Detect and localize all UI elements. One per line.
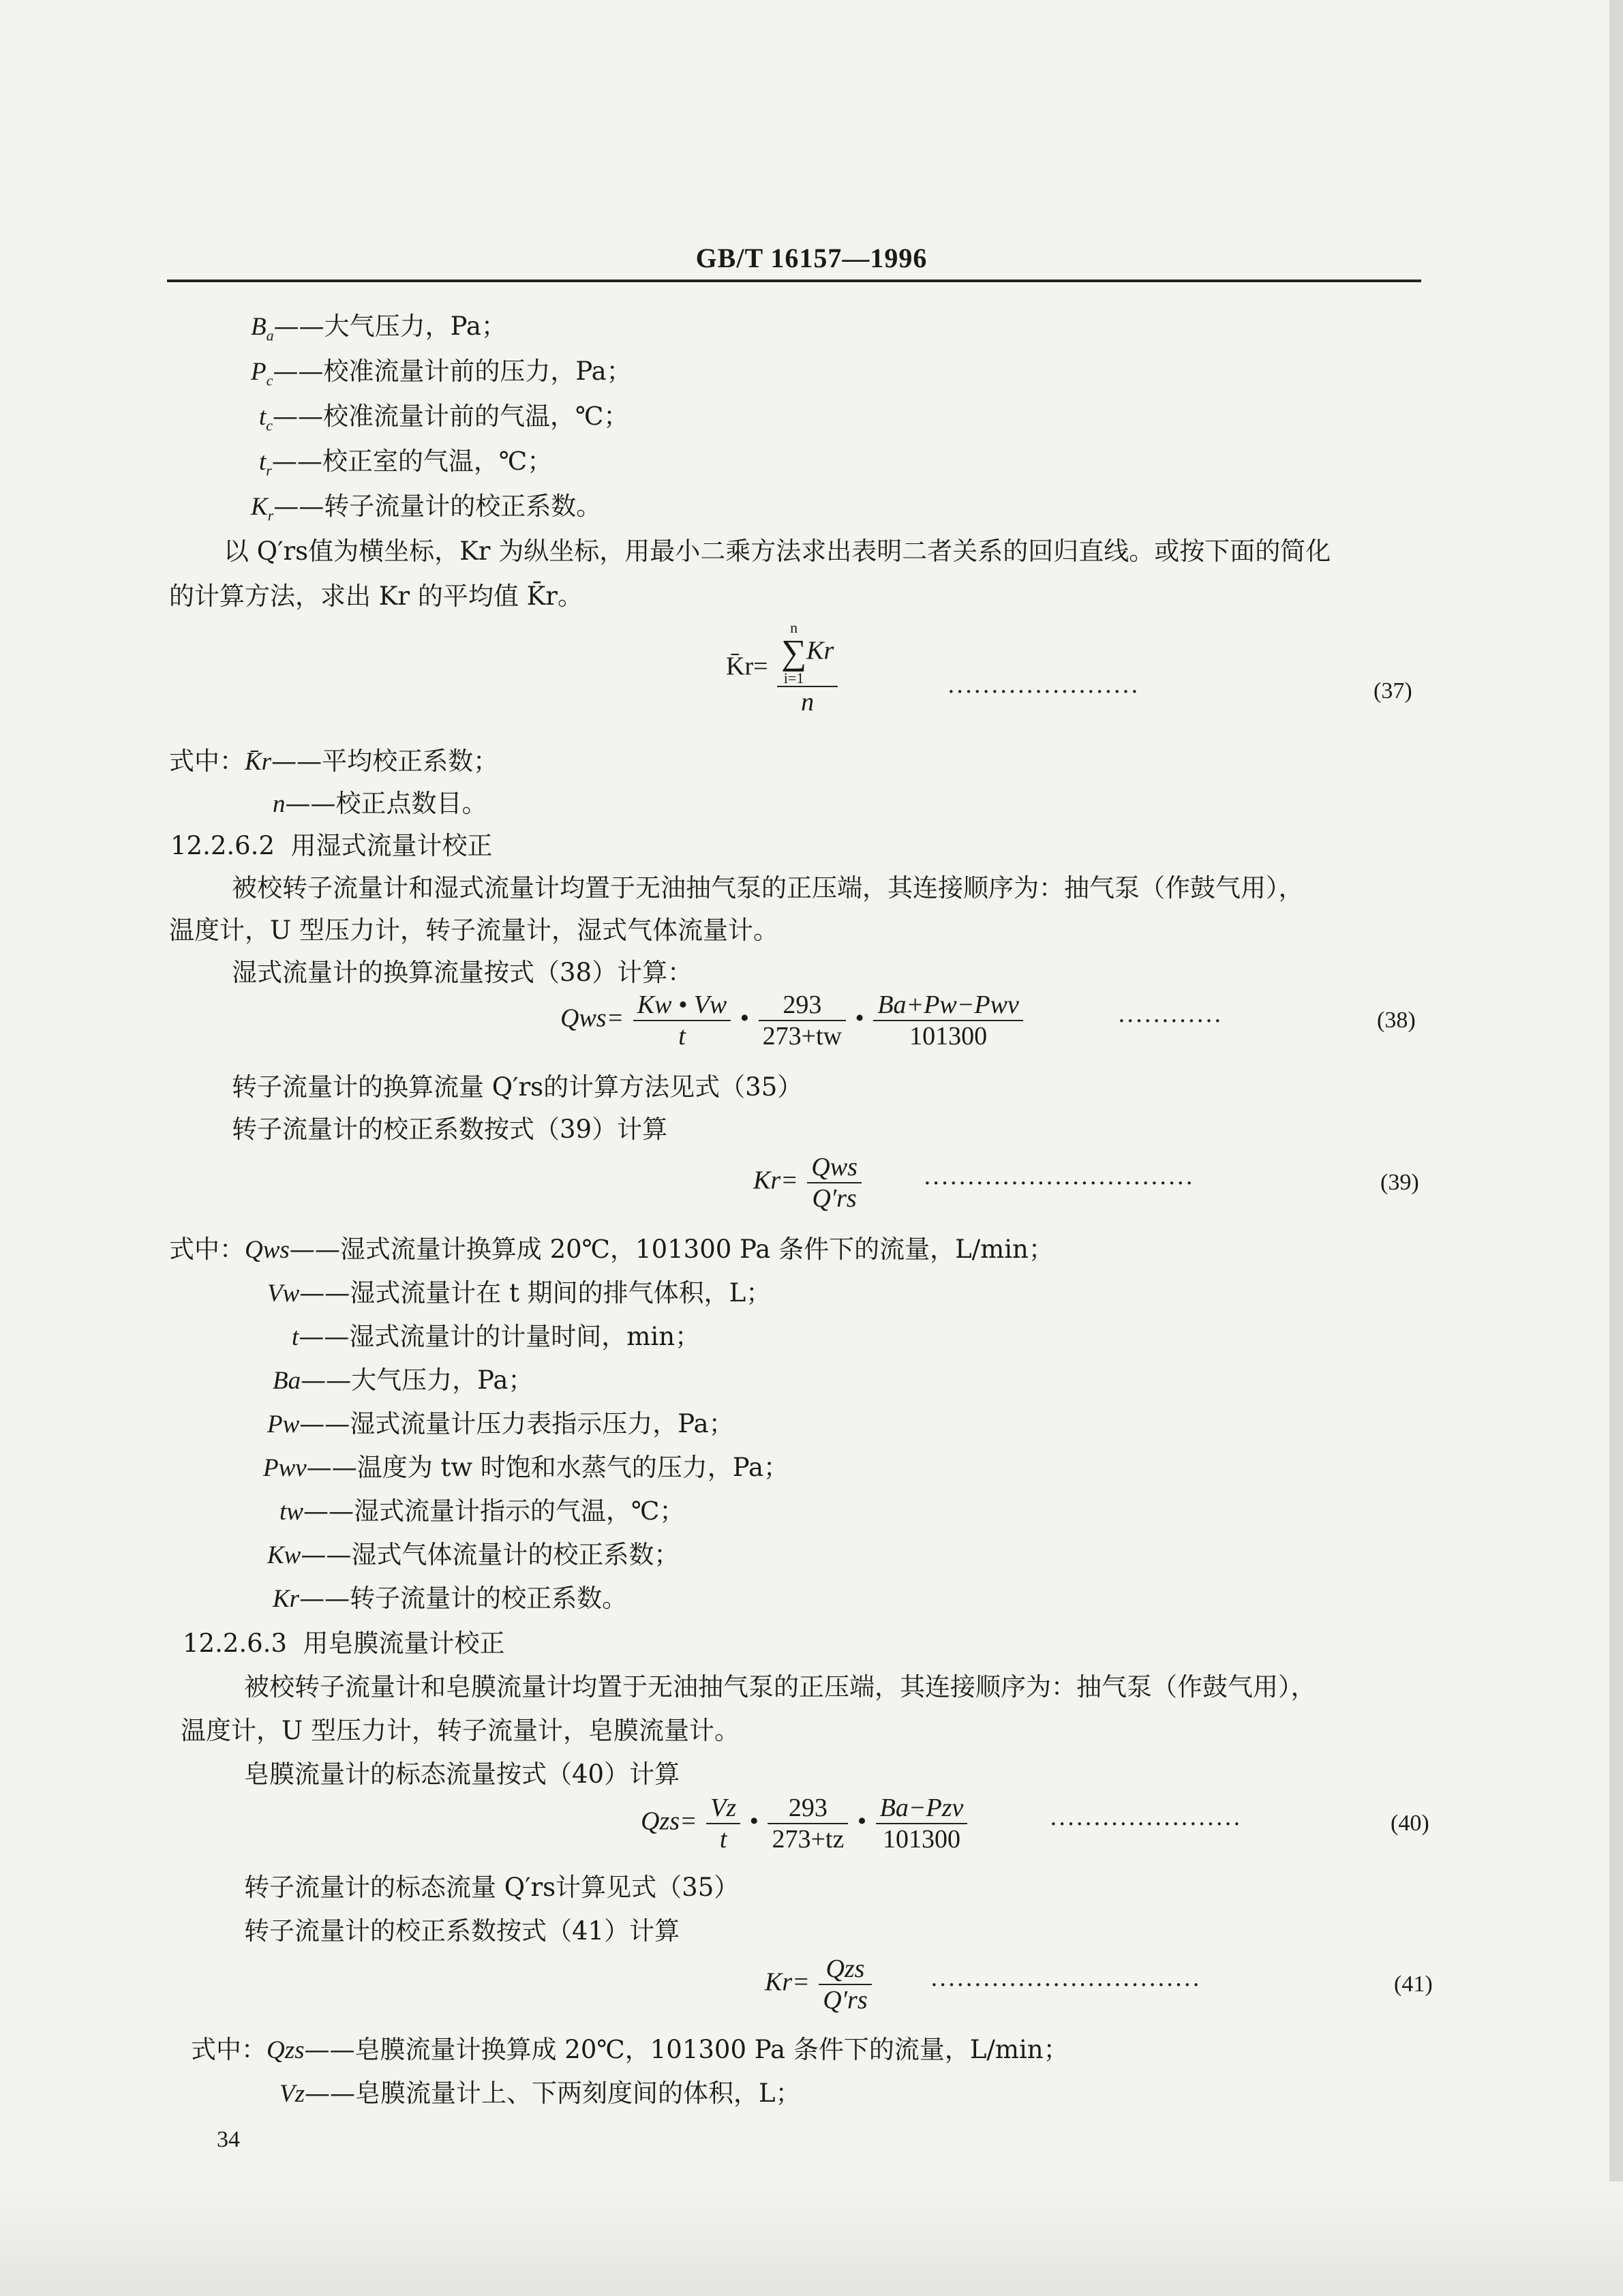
equation-40: Qzs= $\frac{Vz}{t}$ • $\frac{293}{273+tz}$ • $\frac{\text{Ba−Pzv}}{101300}$ [641, 1793, 970, 1854]
paragraph-line: 转子流量计的校正系数按式（39）计算 [232, 1115, 668, 1144]
paragraph-line: 被校转子流量计和皂膜流量计均置于无油抽气泵的正压端，其连接顺序为：抽气泵（作鼓气用）， [244, 1672, 1316, 1702]
def-line: $t_c——$校准流量计前的气温，℃； [259, 402, 629, 434]
leader-dots: ············ [1118, 1008, 1223, 1035]
paragraph-line: 以 Q′rs值为横坐标，Kr 为纵坐标，用最小二乘方法求出表明二者关系的回归直线。或按下面的简化 [224, 537, 1331, 566]
scan-bottom-shadow [0, 2181, 1623, 2296]
def-line: $P_c——$校准流量计前的压力，Pa； [251, 357, 632, 389]
where-line: 式中：Qzs——皂膜流量计换算成 20℃，101300 Pa 条件下的流量，L/min； [191, 2035, 1069, 2064]
scan-edge [1609, 0, 1623, 2296]
leader-dots: ······························· [924, 1170, 1195, 1197]
paragraph-line: 转子流量计的标态流量 Q′rs计算见式（35） [244, 1873, 740, 1902]
paragraph-line: 温度计，U 型压力计，转子流量计，皂膜流量计。 [181, 1716, 740, 1745]
equation-number: (37) [1374, 678, 1412, 704]
equation-38: Qws= $\frac{Kw • Vw}{t}$ • $\frac{293}{273+tw}$ • $\frac{\text{Ba+Pw−Pwv}}{101300}$ [560, 990, 1026, 1051]
header-rule [167, 280, 1421, 282]
leader-dots: ······················ [947, 678, 1140, 706]
where-line: tw——湿式流量计指示的气温，℃； [279, 1496, 685, 1526]
paragraph-line: 转子流量计的校正系数按式（41）计算 [244, 1916, 680, 1946]
equation-number: (41) [1394, 1972, 1433, 1997]
where-line: t——湿式流量计的计量时间，min； [292, 1322, 701, 1351]
leader-dots: ······························· [930, 1972, 1202, 1999]
def-line: $K_r——$转子流量计的校正系数。 [251, 492, 602, 524]
section-heading: 12.2.6.2 用湿式流量计校正 [170, 831, 493, 860]
page-header: GB/T 16157—1996 [695, 243, 928, 273]
equation-number: (40) [1391, 1811, 1429, 1836]
equation-39: Kr= $\frac{\text{Qws}}{Q'rs}$ [753, 1152, 864, 1213]
where-line: Vw——湿式流量计在 t 期间的排气体积，L； [267, 1278, 772, 1308]
paragraph-line: 的计算方法，求出 Kr 的平均值 K̄r。 [169, 581, 583, 611]
paragraph-line: 转子流量计的换算流量 Q′rs的计算方法见式（35） [232, 1072, 803, 1102]
leader-dots: ······················ [1050, 1811, 1242, 1838]
equation-number: (38) [1377, 1008, 1416, 1033]
paragraph-line: 被校转子流量计和湿式流量计均置于无油抽气泵的正压端，其连接顺序为：抽气泵（作鼓气用）， [232, 873, 1304, 903]
paragraph-line: 皂膜流量计的标态流量按式（40）计算 [244, 1759, 680, 1789]
def-line: $t_r——$校正室的气温，℃； [259, 447, 553, 479]
paragraph-line: 温度计，U 型压力计，转子流量计，湿式气体流量计。 [169, 916, 778, 945]
equation-41: Kr= $\frac{\text{Qzs}}{Q'rs}$ [765, 1954, 875, 2015]
where-line: Kw——湿式气体流量计的校正系数； [267, 1540, 680, 1569]
where-line: Vz——皂膜流量计上、下两刻度间的体积，L； [279, 2079, 801, 2108]
where-line: Pwv——温度为 tw 时饱和水蒸气的压力，Pa； [263, 1453, 789, 1482]
equation-number: (39) [1380, 1170, 1419, 1195]
def-line: $B_a——$大气压力，Pa； [251, 312, 506, 344]
where-line: Pw——湿式流量计压力表指示压力，Pa； [267, 1409, 734, 1438]
where-line: 式中：Qws——湿式流量计换算成 20℃，101300 Pa 条件下的流量，L/min； [169, 1235, 1054, 1264]
where-line: Kr——转子流量计的校正系数。 [273, 1584, 628, 1613]
equation-37: K̄r= n ∑ i=1 Kr n [726, 620, 840, 717]
page-number: 34 [217, 2127, 240, 2152]
where-line: n——校正点数目。 [273, 789, 487, 818]
section-heading: 12.2.6.3 用皂膜流量计校正 [183, 1629, 505, 1658]
where-line: 式中：K̄r——平均校正系数； [169, 746, 499, 776]
where-line: Ba——大气压力，Pa； [273, 1365, 534, 1395]
paragraph-line: 湿式流量计的换算流量按式（38）计算： [232, 958, 693, 987]
